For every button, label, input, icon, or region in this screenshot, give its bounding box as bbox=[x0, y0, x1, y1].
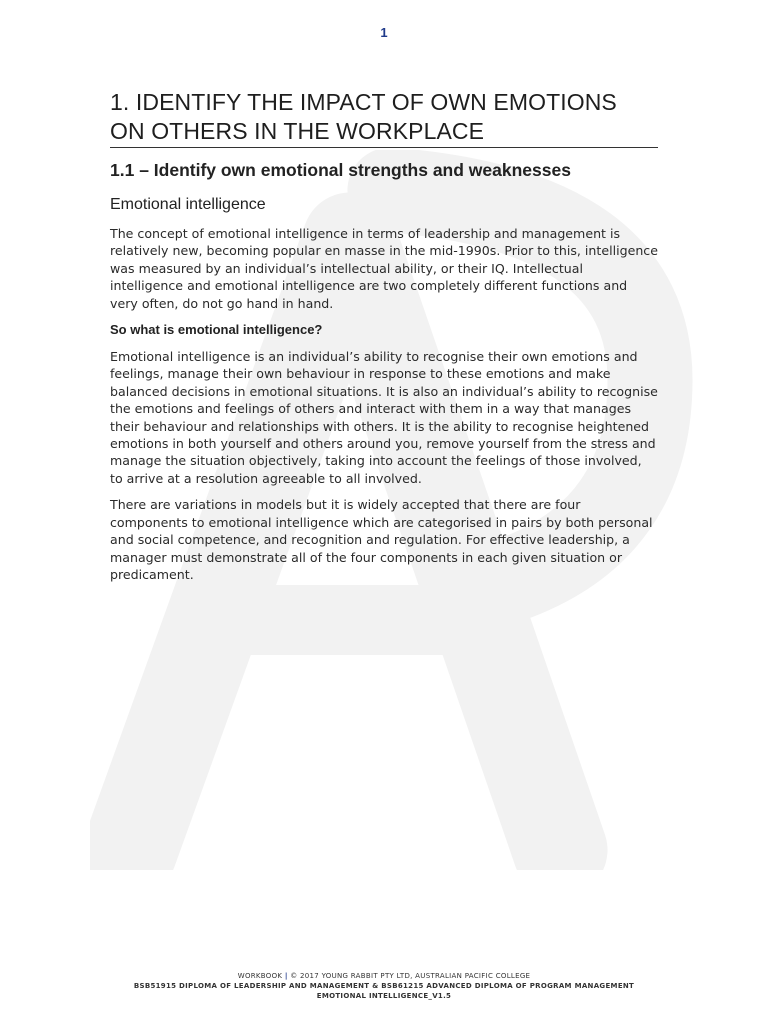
chapter-title-line-1: 1. IDENTIFY THE IMPACT OF OWN EMOTIONS bbox=[110, 89, 617, 115]
footer-line-3: EMOTIONAL INTELLIGENCE_V1.5 bbox=[316, 992, 452, 1000]
footer-copyright: © 2017 YOUNG RABBIT PTY LTD, AUSTRALIAN PACIFIC COLLEGE bbox=[290, 972, 531, 980]
footer-separator: | bbox=[284, 972, 288, 980]
chapter-title bbox=[110, 88, 658, 148]
section-heading: 1.1 – Identify own emotional strengths and weaknesses bbox=[110, 160, 571, 180]
paragraph-intro: The concept of emotional intelligence in terms of leadership and management is relatively new, becoming popular en masse in the mid-1990s. Prior to this, intelligence was measured by an individual’s intellectual ability, or their IQ. Intellectual intelligence and emotional intelligence are two completely different functions and very often, do not go hand in hand. bbox=[110, 226, 658, 311]
main-content bbox=[110, 88, 658, 583]
page-footer bbox=[0, 971, 768, 1001]
footer-line-2: BSB51915 DIPLOMA OF LEADERSHIP AND MANAGEMENT & BSB61215 ADVANCED DIPLOMA OF PROGRAM MANAGEMENT bbox=[133, 982, 635, 990]
footer-workbook-label: WORKBOOK bbox=[237, 972, 283, 980]
page-number: 1 bbox=[380, 25, 388, 40]
paragraph-components: There are variations in models but it is widely accepted that there are four components to emotional intelligence which are categorised in pairs by both personal and social competence, and recognition and regulation. For effective leadership, a manager must demonstrate all of the four components in each given situation or predicament. bbox=[110, 497, 653, 582]
footer-line-1 bbox=[0, 971, 768, 981]
question-heading: So what is emotional intelligence? bbox=[110, 322, 323, 338]
chapter-title-line-2: ON OTHERS IN THE WORKPLACE bbox=[110, 118, 485, 144]
paragraph-definition: Emotional intelligence is an individual’s ability to recognise their own emotions and feelings, manage their own behaviour in response to these emotions and make balanced decisions in emotional situations. It is also an individual’s ability to recognise the emotions and feelings of others and interact with them in a way that manages their behaviour and relationships with others. It is the ability to recognise heightened emotions in both yourself and others around you, remove yourself from the stress and manage the situation objectively, taking into account the feelings of those involved, to arrive at a resolution agreeable to all involved. bbox=[110, 349, 658, 486]
subsection-heading: Emotional intelligence bbox=[110, 196, 266, 213]
